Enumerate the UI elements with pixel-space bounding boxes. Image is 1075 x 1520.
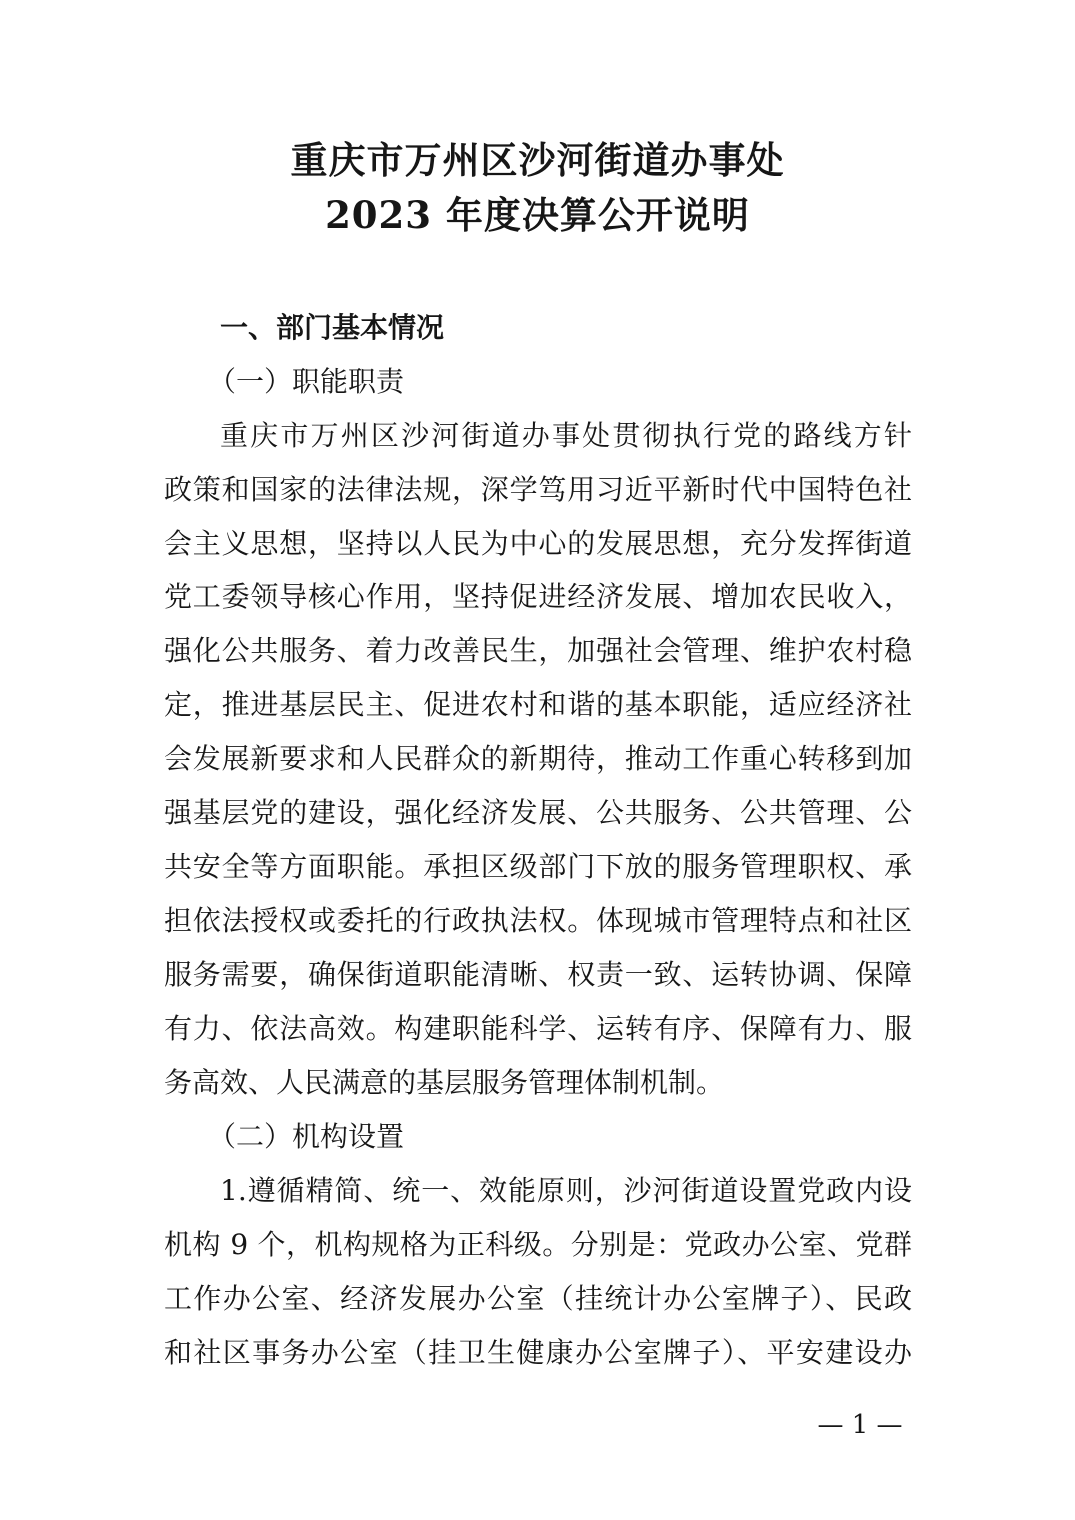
document-title-line-2: 2023 年度决算公开说明 [325, 193, 750, 237]
section-heading-basic-info: 一、部门基本情况 [220, 311, 445, 344]
paragraph-line: 机构 9 个，机构规格为正科级。分别是：党政办公室、党群 [164, 1228, 912, 1261]
paragraph-line: 务高效、人民满意的基层服务管理体制机制。 [164, 1066, 725, 1099]
subsection-heading-organization: （二）机构设置 [208, 1120, 405, 1153]
paragraph-line: 工作办公室、经济发展办公室（挂统计办公室牌子）、民政 [164, 1282, 912, 1315]
paragraph-line: 重庆市万州区沙河街道办事处贯彻执行党的路线方针 [220, 419, 912, 452]
paragraph-line: 和社区事务办公室（挂卫生健康办公室牌子）、平安建设办 [164, 1336, 912, 1369]
paragraph-line: 强化公共服务、着力改善民生，加强社会管理、维护农村稳 [164, 634, 912, 667]
paragraph-line: 服务需要，确保街道职能清晰、权责一致、运转协调、保障 [164, 958, 912, 991]
paragraph-line: 有力、依法高效。构建职能科学、运转有序、保障有力、服 [164, 1012, 912, 1045]
paragraph-line: 1.遵循精简、统一、效能原则，沙河街道设置党政内设 [220, 1174, 912, 1207]
subsection-heading-functions: （一）职能职责 [208, 365, 405, 398]
paragraph-line: 政策和国家的法律法规，深学笃用习近平新时代中国特色社 [164, 473, 912, 506]
paragraph-line: 会主义思想，坚持以人民为中心的发展思想，充分发挥街道 [164, 527, 912, 560]
paragraph-line: 定，推进基层民主、促进农村和谐的基本职能，适应经济社 [164, 688, 912, 721]
document-title-line-1: 重庆市万州区沙河街道办事处 [290, 138, 785, 182]
paragraph-line: 共安全等方面职能。承担区级部门下放的服务管理职权、承 [164, 850, 912, 883]
paragraph-line: 会发展新要求和人民群众的新期待，推动工作重心转移到加 [164, 742, 912, 775]
page-number: — 1 — [817, 1410, 903, 1440]
paragraph-line: 担依法授权或委托的行政执法权。体现城市管理特点和社区 [164, 904, 912, 937]
paragraph-line: 党工委领导核心作用，坚持促进经济发展、增加农民收入， [164, 580, 912, 613]
paragraph-line: 强基层党的建设，强化经济发展、公共服务、公共管理、公 [164, 796, 912, 829]
